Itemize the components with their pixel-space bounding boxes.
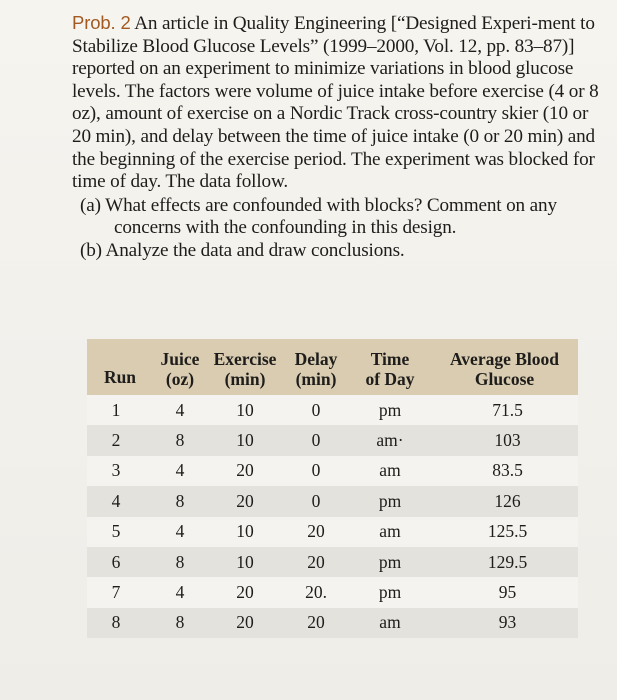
cell-run: 7 xyxy=(87,577,153,607)
cell-exercise: 10 xyxy=(207,547,283,577)
cell-juice: 4 xyxy=(153,395,207,425)
cell-time: pm xyxy=(349,395,431,425)
cell-run: 5 xyxy=(87,517,153,547)
header-avg-line1: Average Blood xyxy=(449,349,560,369)
cell-delay: 20 xyxy=(283,547,349,577)
header-time-line1: Time xyxy=(370,349,410,369)
cell-delay: 20 xyxy=(283,608,349,638)
cell-avg: 125.5 xyxy=(431,517,578,547)
header-avg-line2: Glucose xyxy=(474,369,535,389)
data-table xyxy=(87,339,578,638)
cell-time: pm xyxy=(349,577,431,607)
cell-juice: 8 xyxy=(153,486,207,516)
cell-exercise: 10 xyxy=(207,517,283,547)
cell-avg: 126 xyxy=(431,486,578,516)
cell-time: am xyxy=(349,517,431,547)
cell-juice: 8 xyxy=(153,425,207,455)
cell-time: pm xyxy=(349,547,431,577)
cell-time: am xyxy=(349,608,431,638)
cell-run: 2 xyxy=(87,425,153,455)
cell-avg: 129.5 xyxy=(431,547,578,577)
cell-delay: 0 xyxy=(283,486,349,516)
cell-delay: 0 xyxy=(283,425,349,455)
header-row xyxy=(87,339,578,395)
cell-run: 6 xyxy=(87,547,153,577)
header-avg xyxy=(431,339,578,395)
cell-exercise: 10 xyxy=(207,395,283,425)
table-header xyxy=(87,339,578,395)
cell-exercise: 20 xyxy=(207,608,283,638)
cell-avg: 93 xyxy=(431,608,578,638)
cell-delay: 0 xyxy=(283,395,349,425)
cell-time: am· xyxy=(349,425,431,455)
question-b: (b) Analyze the data and draw conclusions. xyxy=(80,239,405,261)
cell-juice: 8 xyxy=(153,547,207,577)
header-delay-line2: (min) xyxy=(295,369,337,389)
cell-exercise: 20 xyxy=(207,456,283,486)
cell-exercise: 20 xyxy=(207,486,283,516)
header-time-line2: of Day xyxy=(365,369,415,389)
table-row xyxy=(87,517,578,547)
header-delay xyxy=(283,339,349,395)
cell-time: pm xyxy=(349,486,431,516)
table-row xyxy=(87,608,578,638)
problem-statement xyxy=(72,12,600,263)
cell-avg: 71.5 xyxy=(431,395,578,425)
cell-juice: 8 xyxy=(153,608,207,638)
cell-juice: 4 xyxy=(153,517,207,547)
cell-exercise: 10 xyxy=(207,425,283,455)
cell-delay: 20. xyxy=(283,577,349,607)
header-juice-line2: (oz) xyxy=(165,369,195,389)
question-a: (a) What effects are confounded with blocks? Comment on any concerns with the confounding in this design. xyxy=(80,194,557,239)
cell-juice: 4 xyxy=(153,456,207,486)
table-row xyxy=(87,486,578,516)
cell-avg: 95 xyxy=(431,577,578,607)
header-delay-line1: Delay xyxy=(294,349,338,369)
header-run: Run xyxy=(87,339,153,395)
cell-delay: 0 xyxy=(283,456,349,486)
table-row xyxy=(87,577,578,607)
problem-paragraph xyxy=(72,12,600,194)
header-time xyxy=(349,339,431,395)
cell-juice: 4 xyxy=(153,577,207,607)
header-exercise xyxy=(207,339,283,395)
cell-run: 4 xyxy=(87,486,153,516)
table-row xyxy=(87,547,578,577)
table-row xyxy=(87,456,578,486)
cell-run: 8 xyxy=(87,608,153,638)
question-list xyxy=(72,195,600,263)
header-exercise-line1: Exercise xyxy=(213,349,277,369)
cell-time: am xyxy=(349,456,431,486)
header-juice-line1: Juice xyxy=(160,349,200,369)
cell-run: 1 xyxy=(87,395,153,425)
header-exercise-line2: (min) xyxy=(224,369,266,389)
cell-delay: 20 xyxy=(283,517,349,547)
cell-exercise: 20 xyxy=(207,577,283,607)
cell-avg: 83.5 xyxy=(431,456,578,486)
problem-label: Prob. 2 xyxy=(72,12,131,33)
table-row xyxy=(87,425,578,455)
cell-avg: 103 xyxy=(431,425,578,455)
table-body xyxy=(87,395,578,638)
data-table-container xyxy=(87,339,578,638)
problem-text: An article in Quality Engineering [“Designed Experi-ment to Stabilize Blood Glucose Levels” (1999–2000, Vol. 12, pp. 83–87)] reported on an experiment to minimize variations in blood glucose levels. The factors were volume of juice intake before exercise (4 or 8 oz), amount of exercise on a Nordic Track cross-country skier (10 or 20 min), and delay between the time of juice intake (0 or 20 min) and the beginning of the exercise period. The experiment was blocked for time of day. The data follow. xyxy=(72,13,599,193)
header-juice xyxy=(153,339,207,395)
table-row xyxy=(87,395,578,425)
cell-run: 3 xyxy=(87,456,153,486)
